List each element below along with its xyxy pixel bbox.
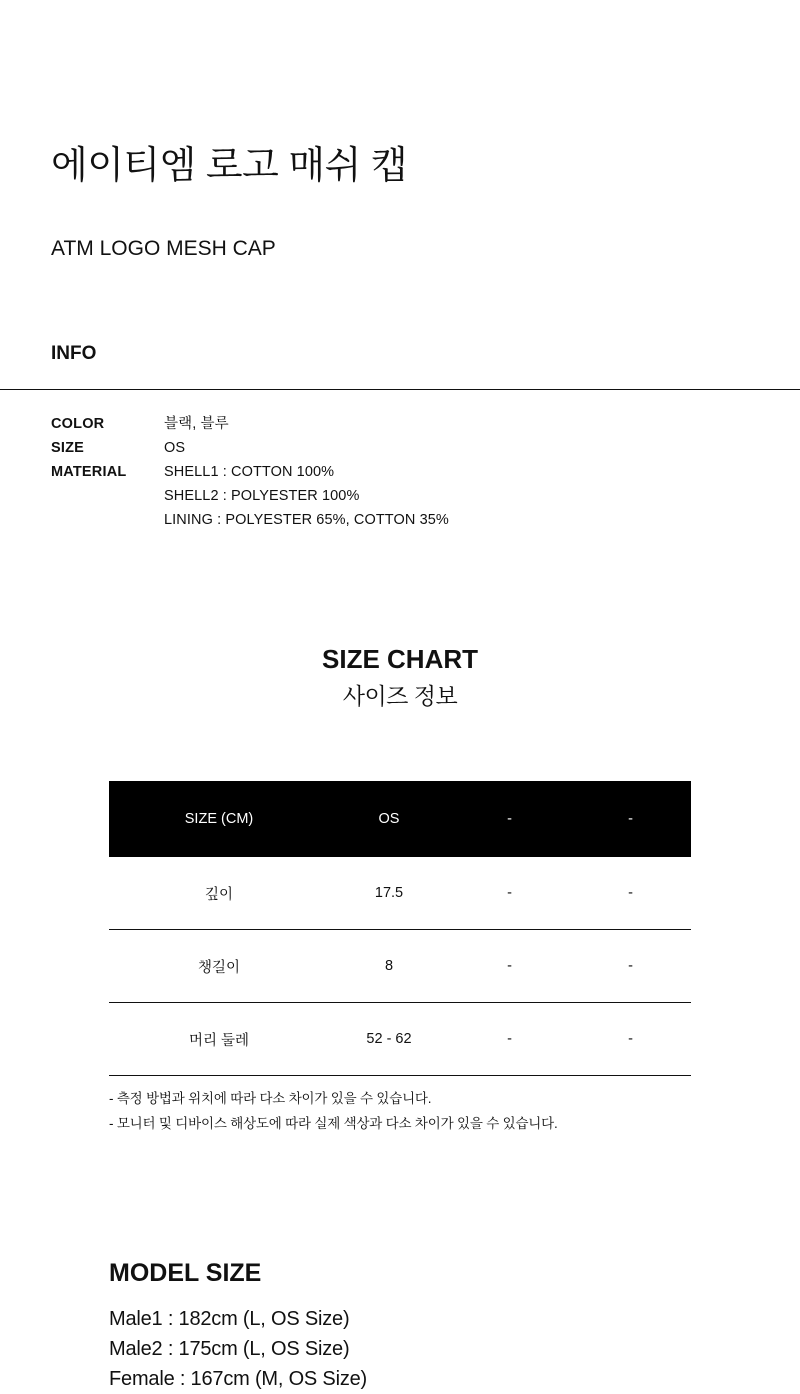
size-chart-note-2: - 모니터 및 디바이스 해상도에 따라 실제 색상과 다소 차이가 있을 수 있습니다.	[109, 1116, 558, 1131]
size-chart-subtitle: 사이즈 정보	[342, 683, 458, 709]
model-size-line-3: Female : 167cm (M, OS Size)	[109, 1368, 367, 1390]
model-size-line-1: Male1 : 182cm (L, OS Size)	[109, 1308, 350, 1330]
info-row-color	[51, 412, 751, 436]
info-heading: INFO	[51, 343, 97, 364]
model-size-list	[109, 1304, 367, 1394]
table-row	[109, 930, 691, 1003]
info-value-material-line-1: SHELL1 : COTTON 100%	[164, 464, 335, 480]
model-size-line-2: Male2 : 175cm (L, OS Size)	[109, 1338, 350, 1360]
info-key-size: SIZE	[51, 440, 85, 456]
size-chart-header-col4: -	[570, 781, 691, 857]
info-value-material-line-2: SHELL2 : POLYESTER 100%	[164, 488, 360, 504]
product-title-korean: 에이티엠 로고 매쉬 캡	[51, 145, 408, 187]
size-chart-row-depth-col4: -	[570, 857, 691, 930]
size-chart-table	[109, 781, 691, 1076]
size-chart-notes	[109, 1086, 749, 1136]
info-key-material: MATERIAL	[51, 464, 127, 480]
product-title-english: ATM LOGO MESH CAP	[51, 237, 276, 260]
table-row	[109, 1003, 691, 1076]
size-chart-header-label: SIZE (CM)	[109, 781, 329, 857]
size-chart-header-os: OS	[329, 781, 449, 857]
info-value-material	[164, 460, 751, 532]
size-chart-row-depth-os: 17.5	[329, 857, 449, 930]
info-table	[51, 412, 751, 532]
size-chart-row-brim-col3: -	[449, 930, 570, 1003]
size-chart-row-head-os: 52 - 62	[329, 1003, 449, 1076]
size-chart-row-depth-col3: -	[449, 857, 570, 930]
info-value-material-line-3: LINING : POLYESTER 65%, COTTON 35%	[164, 512, 449, 528]
info-value-color-line-1: 블랙, 블루	[164, 416, 229, 432]
info-key-color: COLOR	[51, 416, 105, 432]
product-title-block	[51, 143, 751, 261]
info-value-size	[164, 436, 751, 460]
size-chart-row-brim-col4: -	[570, 930, 691, 1003]
info-value-color	[164, 412, 751, 436]
size-chart-note-1: - 측정 방법과 위치에 따라 다소 차이가 있을 수 있습니다.	[109, 1091, 432, 1106]
size-chart-row-label-brim: 챙길이	[109, 930, 329, 1003]
info-divider	[0, 389, 800, 390]
table-row	[109, 857, 691, 930]
info-row-material	[51, 460, 751, 532]
size-chart-row-label-depth: 깊이	[109, 857, 329, 930]
size-chart-row-head-col4: -	[570, 1003, 691, 1076]
info-value-size-line-1: OS	[164, 440, 186, 456]
size-chart-heading-block	[0, 643, 800, 713]
info-row-size	[51, 436, 751, 460]
size-chart-title: SIZE CHART	[322, 644, 478, 674]
size-chart-row-label-head: 머리 둘레	[109, 1003, 329, 1076]
size-chart-row-brim-os: 8	[329, 930, 449, 1003]
size-chart-header-col3: -	[449, 781, 570, 857]
size-chart-row-head-col3: -	[449, 1003, 570, 1076]
size-chart-header-row	[109, 781, 691, 857]
model-size-heading: MODEL SIZE	[109, 1259, 262, 1287]
